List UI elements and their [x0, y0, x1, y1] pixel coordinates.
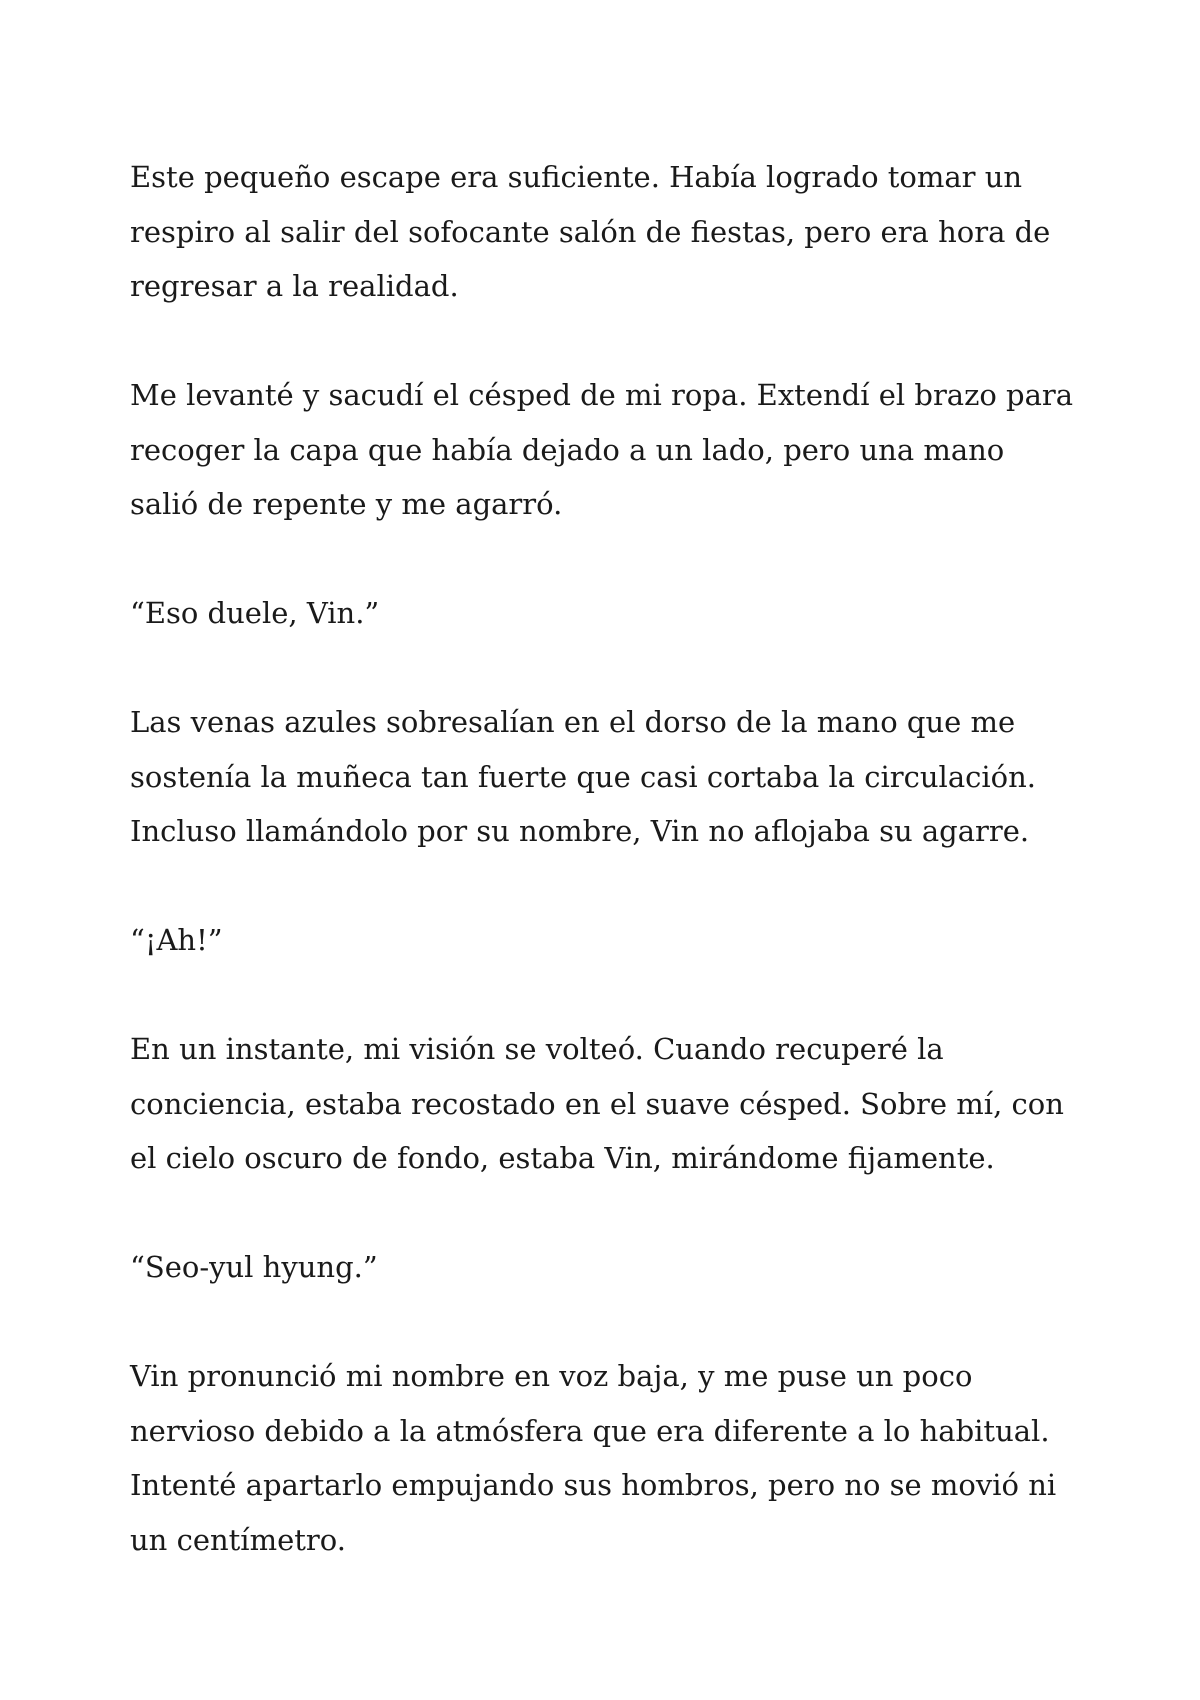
dialogue-line-1: “Eso duele, Vin.”: [130, 596, 380, 630]
text-body: [130, 150, 1080, 1567]
paragraph-3: Las venas azules sobresalían en el dorso de la mano que me sostenía la muñeca tan fuerte que casi cortaba la circulación. Incluso llamándolo por su nombre, Vin no aflojaba su agarre.: [130, 705, 1036, 848]
paragraph-4: En un instante, mi visión se volteó. Cuando recuperé la conciencia, estaba recostado en el suave césped. Sobre mí, con el cielo oscuro de fondo, estaba Vin, mirándome fijamente.: [130, 1032, 1064, 1175]
paragraph-5: Vin pronunció mi nombre en voz baja, y me puse un poco nervioso debido a la atmósfera que era diferente a lo habitual. Intenté apartarlo empujando sus hombros, pero no se movió ni un centímetro.: [130, 1359, 1057, 1557]
paragraph-2: Me levanté y sacudí el césped de mi ropa. Extendí el brazo para recoger la capa que había dejado a un lado, pero una mano salió de repente y me agarró.: [130, 378, 1074, 521]
dialogue-line-2: “¡Ah!”: [130, 923, 223, 957]
dialogue-line-3: “Seo-yul hyung.”: [130, 1250, 378, 1284]
paragraph-1: Este pequeño escape era suficiente. Había logrado tomar un respiro al salir del sofocante salón de fiestas, pero era hora de regresar a la realidad.: [130, 160, 1051, 303]
